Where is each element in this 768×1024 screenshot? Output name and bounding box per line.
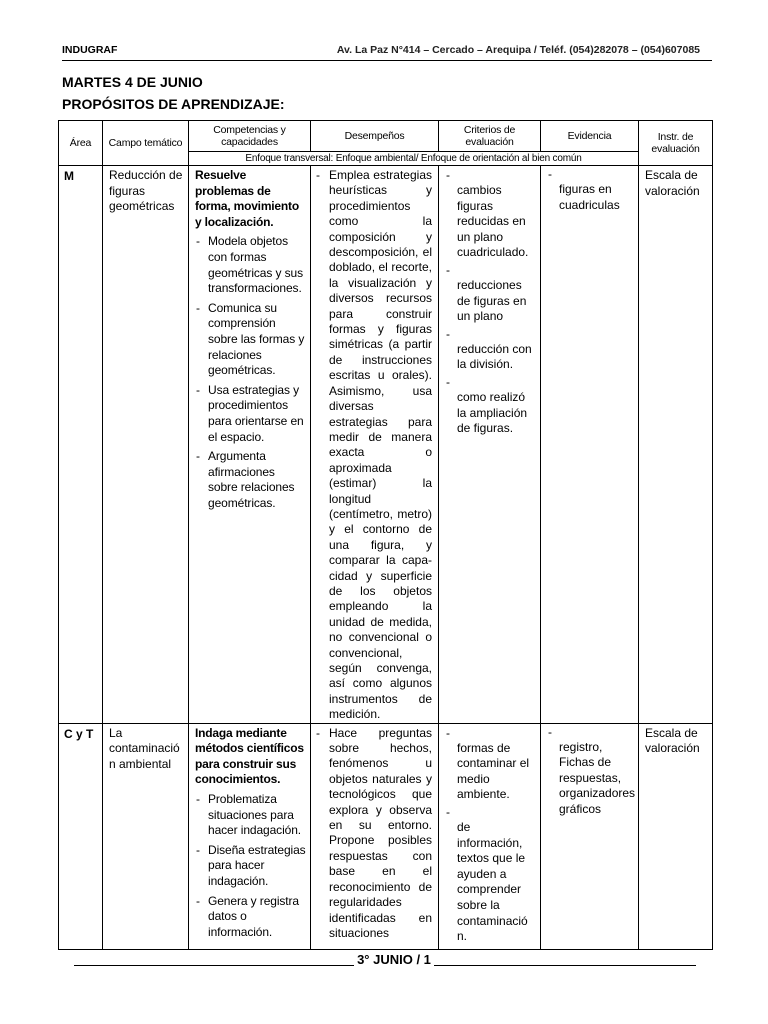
competencia-title: Resuelve problemas de forma, movimiento y localización. (195, 168, 299, 229)
capacidad-item: - Problematiza situaciones para hacer indagación. (195, 792, 306, 839)
row-cyt-desempenos (311, 723, 439, 949)
enfoque-transversal: Enfoque transversal: Enfoque ambiental/ Enfoque de orientación al bien común (189, 152, 639, 166)
header-criterios: Criterios de evaluación (439, 121, 541, 152)
row-m-criterios (439, 166, 541, 724)
criterio-item: - de información, textos que le ayuden a comprender sobre la contaminació n. (446, 805, 528, 944)
competencia-title: Indaga mediante métodos científicos para construir sus conocimientos. (195, 725, 304, 787)
row-cyt-campo: La contaminació n ambiental (103, 723, 189, 949)
evidencia-text: figuras en cuadriculas (559, 182, 620, 212)
desempeno-text: Emplea estrategias heurísticas y procedimientos como la composición y descomposición, el doblado, el recorte, la visualización y diversos recursos para construir formas y figuras simétricas (a partir de instrucciones escritas u orales). Asimismo, usa diversas estrategias para medir de manera exacta o aproximada (estimar) la longitud (centímetro, metro) y el contorno de una figura, y comparar la capa-cidad y superficie de los objetos empleando la unidad de medida, no convencional o convencional, según convenga, así como algunos instrumentos de medición. (329, 168, 432, 722)
desempeno-text: Hace preguntas sobre hechos, fenómenos u objetos naturales y tecnológicos que explora y observa en su entorno. Propone posibles respuestas con base en el reconocimiento de regularidades identificadas en situaciones (329, 725, 432, 940)
criterio-item: - reducciones de figuras en un plano (446, 262, 527, 324)
page-header (62, 42, 712, 61)
company-name: INDUGRAF (62, 44, 118, 56)
criterio-item: - como realizó la ampliación de figuras. (446, 374, 528, 436)
learning-purposes-table (58, 120, 713, 950)
row-cyt-instrumento: Escala de valoración (639, 723, 713, 949)
capacidad-item: - Comunica su comprensión sobre las formas y relaciones geométricas. (195, 301, 306, 379)
section-title: PROPÓSITOS DE APRENDIZAJE: (62, 96, 285, 112)
capacidad-item: - Argumenta afirmaciones sobre relaciones geométricas. (195, 449, 306, 511)
criterio-item: - formas de contaminar el medio ambiente. (446, 725, 530, 802)
header-desempenos: Desempeños (311, 121, 439, 152)
bullet-dash: - (316, 725, 320, 740)
footer-text: 3° JUNIO / 1 (357, 952, 431, 967)
row-m-area: M (59, 166, 103, 724)
evidencia-text: registro, Fichas de respuestas, organizadores gráficos (559, 739, 636, 816)
row-cyt-criterios (439, 723, 541, 949)
header-area: Área (59, 121, 103, 166)
header-competencias: Competencias y capacidades (189, 121, 311, 152)
row-cyt-competencias (189, 723, 311, 949)
bullet-dash: - (548, 724, 552, 739)
row-m-campo: Reducción de figuras geométricas (103, 166, 189, 724)
row-cyt-evidencia (541, 723, 639, 949)
row-m-evidencia (541, 166, 639, 724)
row-cyt-area: C y T (59, 723, 103, 949)
bullet-dash: - (548, 167, 552, 181)
footer-line-right (434, 965, 696, 966)
date-title: MARTES 4 DE JUNIO (62, 74, 203, 90)
bullet-dash: - (316, 168, 320, 182)
row-m-desempenos (311, 166, 439, 724)
capacidad-item: - Genera y registra datos o información. (195, 894, 306, 941)
capacidad-item: - Usa estrategias y procedimientos para orientarse en el espacio. (195, 383, 306, 445)
header-evidencia: Evidencia (541, 121, 639, 152)
footer-line-left (74, 965, 354, 966)
capacidad-item: - Diseña estrategias para hacer indagación. (195, 843, 306, 890)
capacidad-item: - Modela objetos con formas geométricas y sus transformaciones. (195, 234, 306, 296)
header-campo: Campo temático (103, 121, 189, 166)
company-address: Av. La Paz N°414 – Cercado – Arequipa / Teléf. (054)282078 – (054)607085 (336, 44, 700, 56)
header-instrumento: Instr. de evaluación (639, 121, 713, 166)
criterio-item: - cambios figuras reducidas en un plano cuadriculado. (446, 168, 529, 260)
row-m-instrumento: Escala de valoración (639, 166, 713, 724)
criterio-item: - reducción con la división. (446, 326, 532, 372)
page-footer (74, 952, 696, 970)
row-m-competencias (189, 166, 311, 724)
